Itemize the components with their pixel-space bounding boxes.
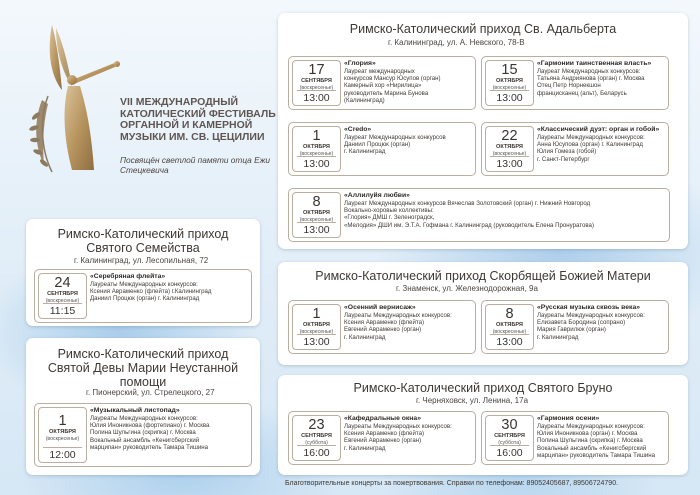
angel-emblem xyxy=(22,20,122,195)
event-info xyxy=(90,407,248,451)
event-line: Лауреаты Международных конкурсов: xyxy=(537,134,645,141)
event-info xyxy=(344,304,472,341)
event-line: Камерный хор «Нирилица» xyxy=(344,82,422,90)
event-month: СЕНТЯБРЯ xyxy=(301,433,332,439)
event-day: 1 xyxy=(312,128,321,144)
event-line: Лауреаты Международных конкурсов: xyxy=(344,423,452,430)
event-day: 30 xyxy=(501,417,518,433)
event-month: ОКТЯБРЯ xyxy=(496,144,523,150)
event-name: «Классический дуэт: орган и гобой» xyxy=(537,126,660,133)
event-weekday: (воскресенье) xyxy=(299,84,334,91)
event-weekday: (суббота) xyxy=(498,439,521,446)
event-time: 12:00 xyxy=(49,449,76,461)
event-line: Отец Петр Норнекшон xyxy=(537,82,601,90)
event-time: 13:00 xyxy=(496,158,523,170)
event-line: г. Калининград xyxy=(344,333,386,341)
event-card xyxy=(288,188,670,242)
event-day: 17 xyxy=(308,62,325,78)
event-card xyxy=(288,411,476,465)
divider xyxy=(490,156,529,157)
event-info xyxy=(344,60,472,104)
event-line: Лауреат Международных конкурсов Вячеслав Золотовский (орган) г. Нижний Новгород xyxy=(344,200,591,207)
event-line: Татьяна Андриянова (орган) г. Москва xyxy=(537,75,645,83)
event-line: Елизавета Бородина (сопрано) xyxy=(537,319,626,327)
event-line: марципан» руководитель Тамара Тишина xyxy=(90,443,208,451)
event-info xyxy=(344,415,472,452)
event-date-block xyxy=(38,407,87,463)
event-name: «Глория» xyxy=(344,60,376,67)
parish-st-bruno xyxy=(278,375,688,475)
event-time: 11:15 xyxy=(49,305,76,317)
event-date-block xyxy=(292,415,341,461)
event-line: Лауреаты Международных конкурсов: xyxy=(537,312,645,319)
event-weekday: (воскресенье) xyxy=(299,150,334,157)
parish-title: Римско-Католический приход Святого Бруно xyxy=(353,381,613,395)
event-weekday: (воскресенье) xyxy=(299,216,334,223)
event-line: Анна Юсупова (орган) г. Калининград xyxy=(537,141,643,149)
event-weekday: (воскресенье) xyxy=(299,328,334,335)
event-time: 13:00 xyxy=(303,158,330,170)
event-line: Юлия Иноникнова (орган) г. Москва xyxy=(537,430,638,438)
event-line: Юлия Иноникнова (фортепиано) г. Москва xyxy=(90,422,210,430)
event-time: 13:00 xyxy=(303,336,330,348)
event-time: 16:00 xyxy=(496,447,523,459)
event-name: «Гармонии таинственная власть» xyxy=(537,60,652,67)
event-time: 13:00 xyxy=(303,92,330,104)
event-name: «Музыкальный листопад» xyxy=(90,407,180,414)
event-date-block xyxy=(292,304,341,350)
event-name: «Кафедральные окна» xyxy=(344,415,421,422)
event-line: марципан» руководитель Тамара Тишина xyxy=(537,451,655,459)
parish-address: г. Черняховск, ул. Ленина, 17а xyxy=(416,396,529,405)
event-line: Лауреат Международных конкурсов xyxy=(344,134,446,141)
event-line: «Мелодия» ДШИ им. Э.Т.А. Гофмана г. Калининград (руководитель Елена Пронуратова) xyxy=(344,221,594,229)
event-day: 1 xyxy=(312,306,321,322)
event-day: 8 xyxy=(312,194,321,210)
event-line: Лауреат международных xyxy=(344,68,415,75)
parish-holy-family xyxy=(26,219,260,326)
event-card xyxy=(481,56,669,110)
event-month: ОКТЯБРЯ xyxy=(496,322,523,328)
divider xyxy=(490,445,529,446)
divider xyxy=(490,90,529,91)
footer-note: Благотворительные концерты за пожертвования. Справки по телефонам: 89052405687, 89506724790. xyxy=(285,480,619,487)
parish-title: Римско-Католический приход Скорбящей Божией Матери xyxy=(315,269,651,283)
event-line: Даниил Процюк (орган) г. Калининград xyxy=(90,295,200,303)
event-line: Ксения Авраменко (флейта) г.Калининград xyxy=(90,288,212,296)
parish-sorrowful-mother xyxy=(278,262,688,365)
parish-address: г. Пионерский, ул. Стрелецкого, 27 xyxy=(86,388,215,397)
event-card xyxy=(481,300,669,354)
parish-st-adalbert xyxy=(278,13,688,249)
event-line: Мария Гаврилюк (орган) xyxy=(537,326,606,334)
parish-address: г. Калининград, ул. Лесопильная, 72 xyxy=(74,256,209,265)
event-info xyxy=(537,60,665,97)
divider xyxy=(297,445,336,446)
event-day: 22 xyxy=(501,128,518,144)
event-line: Лауреаты Международных конкурсов: xyxy=(90,415,198,422)
event-line: руководитель Марина Бунова xyxy=(344,89,429,97)
event-card xyxy=(288,56,476,110)
event-line: Евгений Авраменко (орган) xyxy=(344,437,422,445)
event-weekday: (воскресенье) xyxy=(492,328,527,335)
event-line: Евгений Авраменко (орган) xyxy=(344,326,422,334)
event-name: «Гармония осени» xyxy=(537,415,600,422)
parish-title: Римско-Католический приход Святого Семейства xyxy=(57,227,229,255)
event-name: «Credo» xyxy=(344,126,372,133)
divider xyxy=(297,156,336,157)
event-time: 13:00 xyxy=(303,224,330,236)
parish-virgin-mary xyxy=(26,338,260,475)
divider xyxy=(297,334,336,335)
event-weekday: (суббота) xyxy=(305,439,328,446)
event-date-block xyxy=(292,192,341,238)
event-month: СЕНТЯБРЯ xyxy=(47,291,78,297)
divider xyxy=(43,447,82,448)
parish-address: г. Знаменск, ул. Железнодорожная, 9а xyxy=(396,284,538,293)
event-time: 16:00 xyxy=(303,447,330,459)
event-card xyxy=(288,122,476,176)
event-line: г. Санкт-Петербург xyxy=(537,155,590,163)
event-line: г. Калининград xyxy=(344,148,386,156)
event-card xyxy=(288,300,476,354)
event-info xyxy=(537,415,665,459)
event-line: Вокальный ансамбль «Кенигсбергский xyxy=(537,444,647,452)
event-info xyxy=(90,273,248,303)
event-date-block xyxy=(292,126,341,172)
event-weekday: (воскресенье) xyxy=(492,84,527,91)
event-date-block xyxy=(485,60,534,106)
parish-title: Римско-Католический приход Св. Адальберта xyxy=(349,22,617,36)
event-info xyxy=(537,126,665,163)
divider xyxy=(490,334,529,335)
event-line: францисканец (альт), Беларусь xyxy=(537,89,627,97)
parish-address: г. Калининград, ул. А. Невского, 78-В xyxy=(388,38,525,47)
event-card xyxy=(34,269,252,323)
event-name: «Серебряная флейта» xyxy=(90,273,166,280)
event-month: ОКТЯБРЯ xyxy=(303,322,330,328)
event-month: ОКТЯБРЯ xyxy=(303,210,330,216)
event-line: Ксения Авраменко (флейта) xyxy=(344,319,424,327)
event-name: «Осенний вернисаж» xyxy=(344,304,416,311)
event-line: Лауреаты Международных конкурсов: xyxy=(90,281,198,288)
event-line: Лауреаты Международных конкурсов: xyxy=(537,423,645,430)
event-line: Юлия Гомеза (гобой) xyxy=(537,148,597,156)
event-day: 23 xyxy=(308,417,325,433)
divider xyxy=(297,90,336,91)
event-line: Вокальный ансамбль «Кенигсбергский xyxy=(90,436,200,444)
event-card xyxy=(481,411,669,465)
event-line: Полина Шульгина (скрипка) г. Москва xyxy=(90,429,196,437)
event-day: 15 xyxy=(501,62,518,78)
event-name: «Аллилуйя любви» xyxy=(344,192,410,199)
parish-title: Римско-Католический приход Святой Девы Марии Неустанной помощи xyxy=(47,347,239,389)
event-date-block xyxy=(485,415,534,461)
event-info xyxy=(537,304,665,341)
event-day: 8 xyxy=(505,306,514,322)
event-info xyxy=(344,192,666,229)
event-month: ОКТЯБРЯ xyxy=(496,78,523,84)
event-line: г. Калининград xyxy=(344,444,386,452)
festival-title: VII МЕЖДУНАРОДНЫЙ КАТОЛИЧЕСКИЙ ФЕСТИВАЛЬ ОРГАННОЙ И КАМЕРНОЙ МУЗЫКИ ИМ. СВ. ЦЕЦИЛИИ xyxy=(120,96,276,143)
event-line: Даниил Процюк (орган) xyxy=(344,141,411,149)
event-card xyxy=(481,122,669,176)
event-line: «Глория» ДМШ г. Зеленоградск, xyxy=(344,214,435,222)
event-date-block xyxy=(38,273,87,319)
event-date-block xyxy=(485,304,534,350)
event-weekday: (воскресенье) xyxy=(45,435,80,442)
event-date-block xyxy=(292,60,341,106)
divider xyxy=(297,222,336,223)
event-line: (Калининград) xyxy=(344,96,385,104)
event-weekday: (воскресенье) xyxy=(45,297,80,304)
event-month: ОКТЯБРЯ xyxy=(303,144,330,150)
event-line: г. Калининград xyxy=(537,333,579,341)
event-day: 1 xyxy=(58,413,67,429)
event-time: 13:00 xyxy=(496,336,523,348)
event-time: 13:00 xyxy=(496,92,523,104)
event-name: «Русская музыка сквозь века» xyxy=(537,304,641,311)
event-line: Лауреат Международных конкурсов: xyxy=(537,68,641,75)
event-line: Вокально-хоровые коллективы: xyxy=(344,207,434,215)
event-line: конкурсов Мансур Юсупов (орган) xyxy=(344,75,441,83)
festival-dedication: Посвящён светлой памяти отца Ежи Стецкевича xyxy=(120,155,270,175)
event-weekday: (воскресенье) xyxy=(492,150,527,157)
event-line: Полина Шульгина (скрипка) г. Москва xyxy=(537,437,643,445)
event-card xyxy=(34,403,252,467)
event-date-block xyxy=(485,126,534,172)
event-month: СЕНТЯБРЯ xyxy=(494,433,525,439)
event-line: Ксения Авраменко (флейта) xyxy=(344,430,424,438)
event-month: ОКТЯБРЯ xyxy=(49,429,76,435)
divider xyxy=(43,303,82,304)
event-month: СЕНТЯБРЯ xyxy=(301,78,332,84)
event-info xyxy=(344,126,472,156)
event-day: 24 xyxy=(54,275,71,291)
event-line: Лауреаты Международных конкурсов: xyxy=(344,312,452,319)
